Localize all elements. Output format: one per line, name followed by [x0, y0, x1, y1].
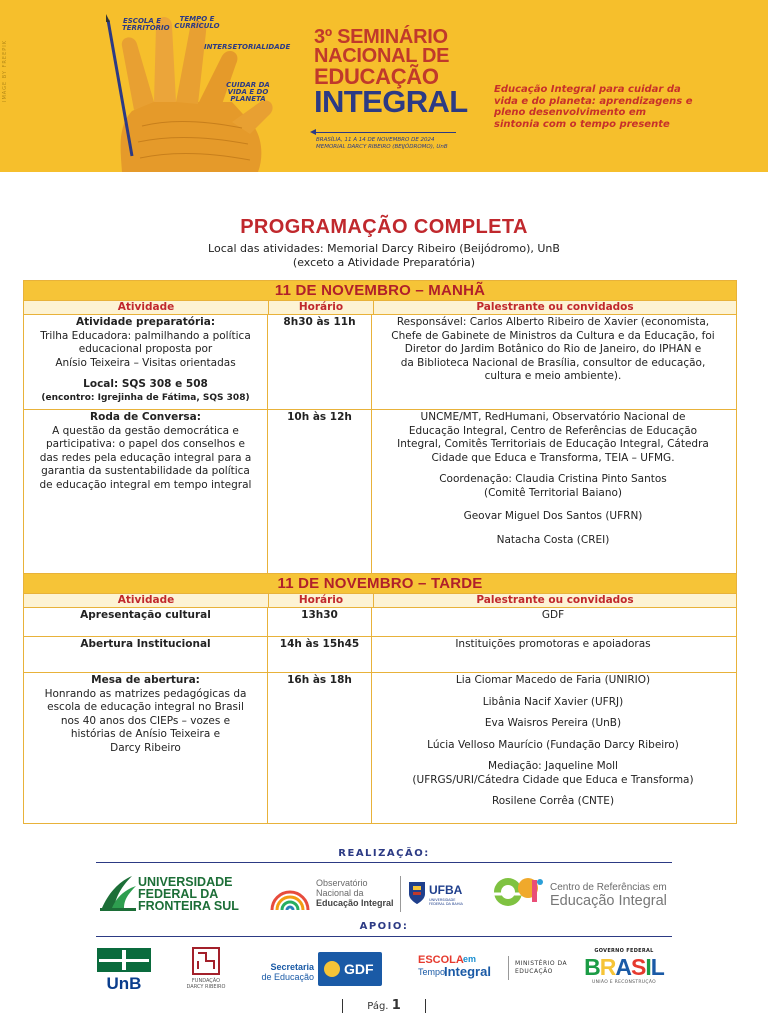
activity-cell: Apresentação cultural: [24, 608, 268, 636]
activity-text: garantia da sustentabilidade da política: [41, 465, 250, 477]
escola-tempo-integral-logo: [418, 952, 500, 986]
seminar-date-line2: MEMORIAL DARCY RIBEIRO (BEIJÓDROMO), UnB: [316, 144, 448, 150]
divider: [96, 936, 672, 937]
speakers-cell: [372, 410, 734, 574]
escola-integral: Integral: [444, 964, 491, 979]
activity-text: Trilha Educadora: palmilhando a política: [40, 329, 251, 342]
speakers-text: Libânia Nacif Xavier (UFRJ): [482, 695, 624, 708]
speakers-text: (UFRGS/URI/Cátedra Cidade que Educa e Transforma): [412, 773, 694, 786]
speakers-cell: [372, 315, 734, 409]
header-banner: [0, 0, 768, 172]
col-speakers: Palestrante ou convidados: [476, 301, 634, 313]
seminar-title-line2: NACIONAL DE: [314, 45, 450, 67]
activity-title: Mesa de abertura:: [91, 674, 200, 686]
escola-tempo: Tempo: [418, 967, 446, 977]
gdf-sun-icon: [322, 959, 342, 979]
ufba-shield-icon: [407, 880, 427, 906]
activity-cell: Abertura Institucional: [24, 637, 268, 672]
time-cell: 10h às 12h: [268, 410, 372, 574]
activity-location: Local: SQS 308 e 508: [83, 378, 208, 390]
seminar-date: [316, 137, 476, 151]
secretaria-gdf-logo: [256, 952, 386, 986]
observatorio-logo: [268, 876, 398, 914]
gdf-badge: [318, 952, 382, 986]
ufba-name: UFBA: [429, 883, 463, 897]
table-row: [24, 636, 736, 672]
fdr-emblem-icon: [191, 946, 221, 976]
unb-emblem-icon: [97, 948, 151, 972]
uffs-name-line1: UNIVERSIDADE: [138, 875, 233, 889]
centro-line1: Centro de Referências em: [550, 882, 667, 893]
image-credit: IMAGE BY FREEPIK: [2, 40, 8, 102]
col-time: Horário: [269, 301, 374, 314]
gov-top-line: GOVERNO FEDERAL: [594, 948, 654, 954]
table-row: [24, 409, 736, 574]
speakers-text: cultura e meio ambiente).: [484, 370, 622, 382]
schedule-morning: [23, 280, 737, 575]
divider: [342, 999, 343, 1013]
realizacao-label: REALIZAÇÃO:: [338, 848, 430, 859]
activity-text: Anísio Teixeira – Visitas orientadas: [55, 356, 236, 369]
activity-cell: [24, 673, 268, 823]
speakers-text: (Comitê Territorial Baiano): [484, 486, 622, 499]
centro-line2: Educação Integral: [550, 893, 667, 909]
schedule-afternoon: [23, 573, 737, 824]
speakers-text: Lia Ciomar Macedo de Faria (UNIRIO): [455, 674, 651, 686]
mec-line1: MINISTÉRIO DA: [515, 960, 568, 967]
table-row: [24, 672, 736, 823]
time-cell: 16h às 18h: [268, 673, 372, 823]
activity-text: de educação integral em tempo integral: [39, 478, 252, 491]
speakers-text: Integral, Comitês Territoriais de Educação Integral, Cátedra: [397, 438, 709, 450]
obs-line1: Observatório: [316, 878, 368, 888]
seminar-title-line1: 3º SEMINÁRIO: [314, 26, 448, 48]
day-heading-afternoon: 11 DE NOVEMBRO – TARDE: [24, 574, 736, 593]
activity-text: nos 40 anos dos CIEPs – vozes e: [60, 714, 231, 727]
table-row: [24, 607, 736, 636]
activity-text: A questão da gestão democrática e: [52, 424, 239, 437]
secretaria-line2: de Educação: [261, 972, 314, 982]
seminar-title-line4: INTEGRAL: [314, 84, 468, 119]
activity-text: histórias de Anísio Teixeira e: [70, 728, 221, 740]
seminar-date-line1: BRASÍLIA, 11 A 14 DE NOVEMBRO DE 2024: [316, 137, 435, 143]
escola-word: ESCOLA: [418, 954, 464, 966]
obs-line3: Educação Integral: [316, 898, 394, 908]
unb-logo: [97, 948, 151, 994]
uffs-name-line3: FRONTEIRA SUL: [138, 899, 239, 913]
speakers-text: da Biblioteca Nacional de Brasília, consultor de educação,: [400, 356, 706, 369]
speakers-cell: [372, 673, 734, 823]
hand-label-escola: ESCOLA E TERRITÓRIO: [122, 17, 170, 32]
hand-illustration: [92, 6, 292, 172]
governo-federal-logo: [584, 948, 664, 988]
speakers-cell: GDF: [541, 609, 565, 621]
page-number: [0, 998, 768, 1013]
page-label: Pág.: [367, 1001, 389, 1012]
activity-title: Roda de Conversa:: [90, 411, 201, 423]
fdr-line2: DARCY RIBEIRO: [186, 984, 226, 990]
hand-label-cuidar: CUIDAR DA VIDA E DO PLANETA: [226, 81, 270, 103]
time-cell: 14h às 15h45: [268, 637, 372, 672]
seminar-logo: [314, 26, 468, 119]
speakers-text: Cidade que Educa e Transforma, TEIA – UFMG.: [431, 451, 675, 464]
uffs-icon: [98, 872, 138, 912]
uffs-logo: [98, 872, 248, 914]
speakers-text: Mediação: Jaqueline Moll: [488, 760, 618, 772]
speakers-text: Eva Waisros Pereira (UnB): [484, 717, 622, 729]
time-cell: 8h30 às 11h: [268, 315, 372, 409]
hand-label-intersetorialidade: INTERSETORIALIDADE: [204, 43, 291, 51]
secretaria-line1: Secretaria: [270, 962, 314, 972]
page-title: PROGRAMAÇÃO COMPLETA: [240, 216, 528, 238]
table-row: [24, 314, 736, 409]
seminar-tagline: Educação Integral para cuidar da vida e do planeta: aprendizagens e pleno desenvolvimento em sintonia com o tempo presente: [494, 84, 693, 130]
activity-cell: [24, 315, 268, 409]
subtitle-location: Local das atividades: Memorial Darcy Ribeiro (Beijódromo), UnB: [208, 242, 560, 255]
speakers-text: Coordenação: Claudia Cristina Pinto Santos: [439, 473, 667, 485]
activity-text: educacional proposta por: [78, 343, 213, 355]
col-time: Horário: [269, 594, 374, 607]
speakers-text: Lúcia Velloso Maurício (Fundação Darcy Ribeiro): [427, 738, 679, 751]
page-number-value: 1: [391, 998, 401, 1013]
divider: [96, 862, 672, 863]
rainbow-icon: [268, 882, 312, 912]
activity-text: das redes pela educação integral para a: [39, 451, 252, 464]
speakers-text: Rosilene Corrêa (CNTE): [491, 795, 615, 807]
speakers-text: Responsável: Carlos Alberto Ribeiro de Xavier (economista,: [396, 316, 710, 328]
unb-name: UnB: [106, 974, 142, 993]
speakers-text: Chefe de Gabinete de Ministros da Cultura e da Educação, foi: [391, 329, 715, 342]
speakers-text: Natacha Costa (CREI): [496, 533, 610, 546]
ufba-logo: [400, 876, 471, 912]
gov-sub-line: UNIÃO E RECONSTRUÇÃO: [592, 980, 656, 985]
activity-text: escola de educação integral no Brasil: [47, 701, 244, 713]
seminar-rule: [316, 132, 456, 133]
activity-text: Honrando as matrizes pedagógicas da: [44, 687, 247, 700]
centro-referencias-logo: [490, 872, 670, 912]
speakers-text: Geovar Miguel Dos Santos (UFRN): [463, 510, 643, 522]
col-activity: Atividade: [24, 301, 269, 314]
activity-text: participativa: o papel dos conselhos e: [46, 438, 245, 450]
activity-meeting-point: (encontro: Igrejinha de Fátima, SQS 308): [41, 392, 250, 403]
fdr-line1: FUNDAÇÃO: [191, 978, 221, 984]
gov-brasil: BRASIL: [584, 954, 664, 980]
uffs-name-line2: FEDERAL DA: [138, 887, 219, 901]
column-headers: [24, 300, 736, 314]
col-activity: Atividade: [24, 594, 269, 607]
gdf-name: GDF: [344, 961, 374, 977]
subtitle-exception: (exceto a Atividade Preparatória): [292, 256, 476, 269]
day-heading-morning: 11 DE NOVEMBRO – MANHÃ: [24, 281, 736, 300]
ei-icon: [490, 874, 546, 910]
time-cell: 13h30: [268, 608, 372, 636]
escola-em: em: [463, 954, 477, 964]
mec-line2: EDUCAÇÃO: [515, 968, 553, 975]
seminar-title-line3: EDUCAÇÃO: [314, 64, 439, 89]
speakers-text: Diretor do Jardim Botânico do Rio de Janeiro, do IPHAN e: [404, 343, 702, 355]
obs-line2: Nacional da: [316, 888, 364, 898]
col-speakers: Palestrante ou convidados: [476, 594, 634, 606]
activity-text: Darcy Ribeiro: [110, 741, 181, 754]
hand-label-tempo: TEMPO E CURRÍCULO: [174, 15, 220, 30]
page-subtitle: [0, 242, 768, 270]
speakers-text: UNCME/MT, RedHumani, Observatório Nacional de: [420, 411, 686, 423]
speakers-cell: Instituições promotoras e apoiadoras: [455, 638, 651, 650]
activity-cell: [24, 410, 268, 574]
column-headers: [24, 593, 736, 607]
mec-logo: [508, 956, 579, 980]
speakers-text: Educação Integral, Centro de Referências de Educação: [408, 424, 698, 437]
divider: [425, 999, 426, 1013]
fundacao-darcy-logo: [182, 946, 230, 994]
apoio-label: APOIO:: [359, 921, 409, 932]
ufba-subtitle: UNIVERSIDADE FEDERAL DA BAHIA: [429, 898, 463, 906]
activity-title: Atividade preparatória:: [75, 316, 216, 328]
